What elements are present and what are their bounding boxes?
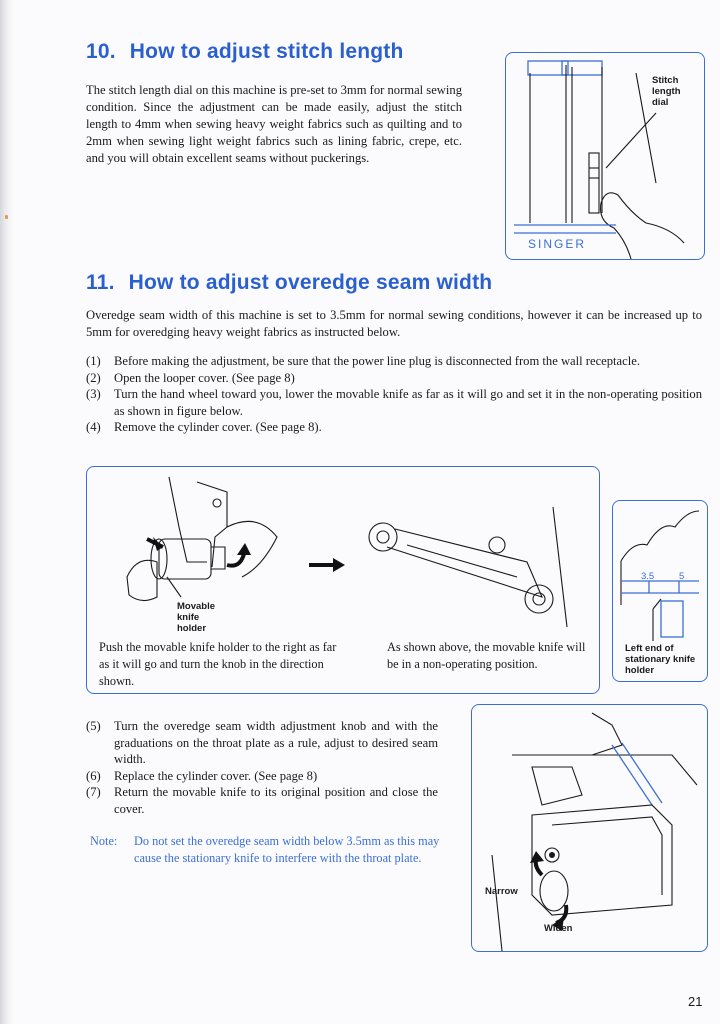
scale-label-max: 5: [679, 571, 685, 582]
figure-a-caption-right: As shown above, the movable knife will be in a non-operating position.: [387, 640, 586, 671]
list-item: (6) Replace the cylinder cover. (See page 8): [86, 768, 318, 783]
stitch-length-figure: [505, 52, 705, 260]
note-block: [90, 833, 446, 867]
narrow-callout: Narrow: [485, 886, 518, 897]
binding-mark: [5, 215, 8, 219]
section-10-number: 10.: [86, 40, 116, 63]
widen-callout: Widen: [544, 923, 573, 934]
section-10-title: How to adjust stitch length: [129, 40, 404, 63]
steps-list-2: [86, 718, 438, 817]
figure-a-caption-left: Push the movable knife holder to the right as far as it will go and turn the knob in the direction shown.: [99, 640, 337, 688]
knife-holder-figure: [86, 466, 600, 694]
list-item: (4) Remove the cylinder cover. (See page 8).: [86, 420, 322, 434]
list-item: (5) Turn the overedge seam width adjustment knob and with the graduations on the throat plate as a rule, adjust to desired seam width.: [86, 719, 438, 766]
stitch-length-dial-callout: Stitch length dial: [652, 75, 681, 108]
steps-list-1: [86, 353, 702, 436]
list-item: (3) Turn the hand wheel toward you, lower the movable knife as far as it will go and set it in the non-operating position as shown in figure below.: [86, 387, 702, 418]
seam-width-knob-figure: [471, 704, 708, 952]
singer-brand-label: SINGER: [528, 237, 587, 251]
stationary-knife-figure: [612, 500, 708, 682]
section-11-intro: Overedge seam width of this machine is set to 3.5mm for normal sewing conditions, however it can be increased up to 5mm for overedging heavy weight fabrics as instructed below.: [86, 308, 702, 339]
list-item: (2) Open the looper cover. (See page 8): [86, 370, 295, 385]
section-10-body: The stitch length dial on this machine is pre-set to 3mm for normal sewing condition. Since the adjustment can be made easily, adjust the stitch length to 4mm when sewing heavy weight fabrics such as quilting and to 2mm when sewing light weight fabrics such as lining fabric, crepe, etc. and you will obtain excellent seams without puckerings.: [86, 83, 462, 165]
section-11-number: 11.: [86, 271, 115, 294]
note-text: Do not set the overedge seam width below 3.5mm as this may cause the stationary knife to interfere with the throat plate.: [134, 834, 440, 865]
seam-width-knob-illustration: [472, 705, 707, 951]
movable-knife-holder-callout: Movable knife holder: [177, 601, 216, 634]
page-binding-edge: [0, 0, 14, 1024]
section-10-heading: [86, 40, 404, 64]
section-11-title: How to adjust overedge seam width: [128, 271, 493, 294]
note-label: Note:: [90, 834, 118, 848]
scale-label-min: 3.5: [641, 571, 655, 582]
list-item: (1) Before making the adjustment, be sure that the power line plug is disconnected from the wall receptacle.: [86, 354, 640, 368]
list-item: (7) Return the movable knife to its original position and close the cover.: [86, 785, 438, 816]
section-11-heading: [86, 271, 492, 295]
stationary-knife-holder-callout: Left end of stationary knife holder: [625, 643, 696, 676]
page-number: 21: [688, 994, 703, 1009]
